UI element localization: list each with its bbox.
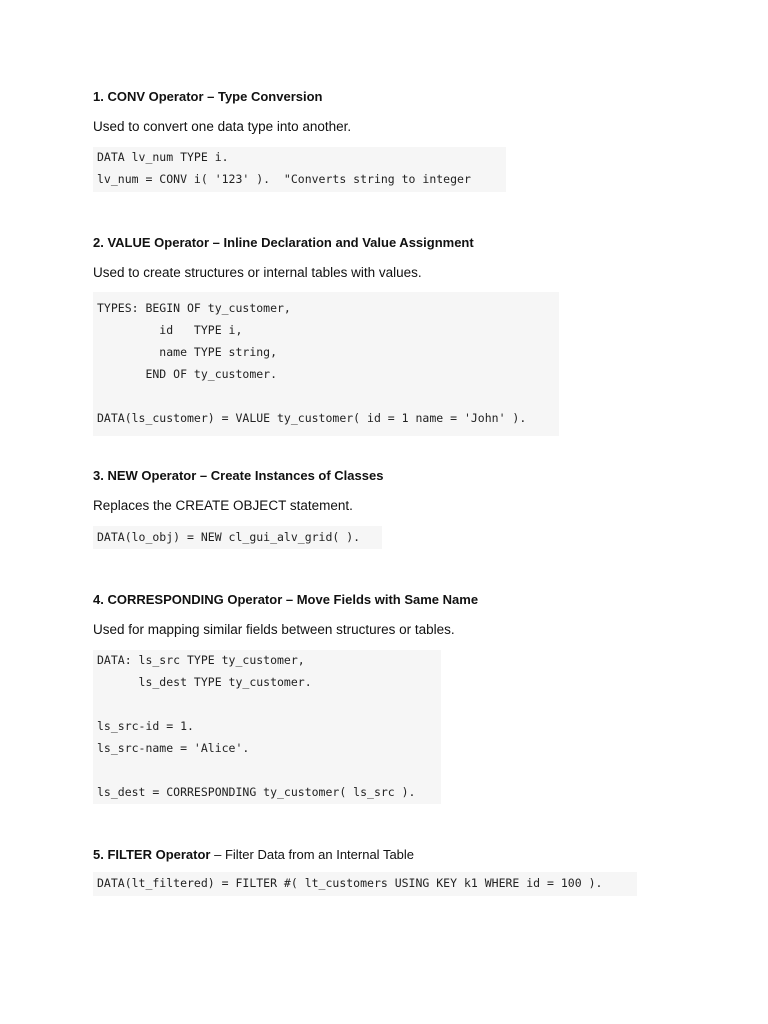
section-description-corresponding: Used for mapping similar fields between structures or tables. xyxy=(93,622,455,637)
code-line: lv_num = CONV i( '123' ). "Converts string to integer xyxy=(97,172,471,186)
code-line: DATA lv_num TYPE i. xyxy=(97,150,229,164)
section-heading-bold: 2. VALUE Operator – Inline Declaration and Value Assignment xyxy=(93,235,474,250)
code-block-conv xyxy=(93,147,506,192)
code-block-new xyxy=(93,526,382,549)
code-line: DATA(ls_customer) = VALUE ty_customer( id = 1 name = 'John' ). xyxy=(97,411,527,425)
code-line: END OF ty_customer. xyxy=(97,367,278,381)
code-block-value xyxy=(93,292,559,436)
code-line: ls_src-id = 1. xyxy=(97,719,194,733)
section-description-value: Used to create structures or internal tables with values. xyxy=(93,265,422,280)
section-description-conv: Used to convert one data type into another. xyxy=(93,119,352,134)
section-heading-filter xyxy=(93,847,414,862)
section-heading-bold: 1. CONV Operator – Type Conversion xyxy=(93,89,323,104)
section-description-new: Replaces the CREATE OBJECT statement. xyxy=(93,498,353,513)
section-heading-plain: – Filter Data from an Internal Table xyxy=(210,847,415,862)
code-line: DATA(lo_obj) = NEW cl_gui_alv_grid( ). xyxy=(97,530,361,544)
section-heading-conv xyxy=(93,89,322,104)
code-block-corresponding xyxy=(93,650,441,804)
code-block-filter xyxy=(93,872,637,896)
code-line: TYPES: BEGIN OF ty_customer, xyxy=(97,301,291,315)
section-heading-new xyxy=(93,468,383,483)
code-line: DATA: ls_src TYPE ty_customer, xyxy=(97,653,305,667)
code-line: ls_src-name = 'Alice'. xyxy=(97,741,250,755)
section-heading-bold: 4. CORRESPONDING Operator – Move Fields with Same Name xyxy=(93,592,479,607)
section-heading-corresponding xyxy=(93,592,478,607)
code-line: ls_dest TYPE ty_customer. xyxy=(97,675,312,689)
section-heading-value xyxy=(93,235,474,250)
code-line: name TYPE string, xyxy=(97,345,278,359)
code-line: id TYPE i, xyxy=(97,323,243,337)
section-heading-bold: 3. NEW Operator – Create Instances of Classes xyxy=(93,468,384,483)
code-line: DATA(lt_filtered) = FILTER #( lt_customers USING KEY k1 WHERE id = 100 ). xyxy=(97,876,603,890)
section-heading-bold: 5. FILTER Operator xyxy=(93,847,211,862)
code-line: ls_dest = CORRESPONDING ty_customer( ls_src ). xyxy=(97,785,416,799)
